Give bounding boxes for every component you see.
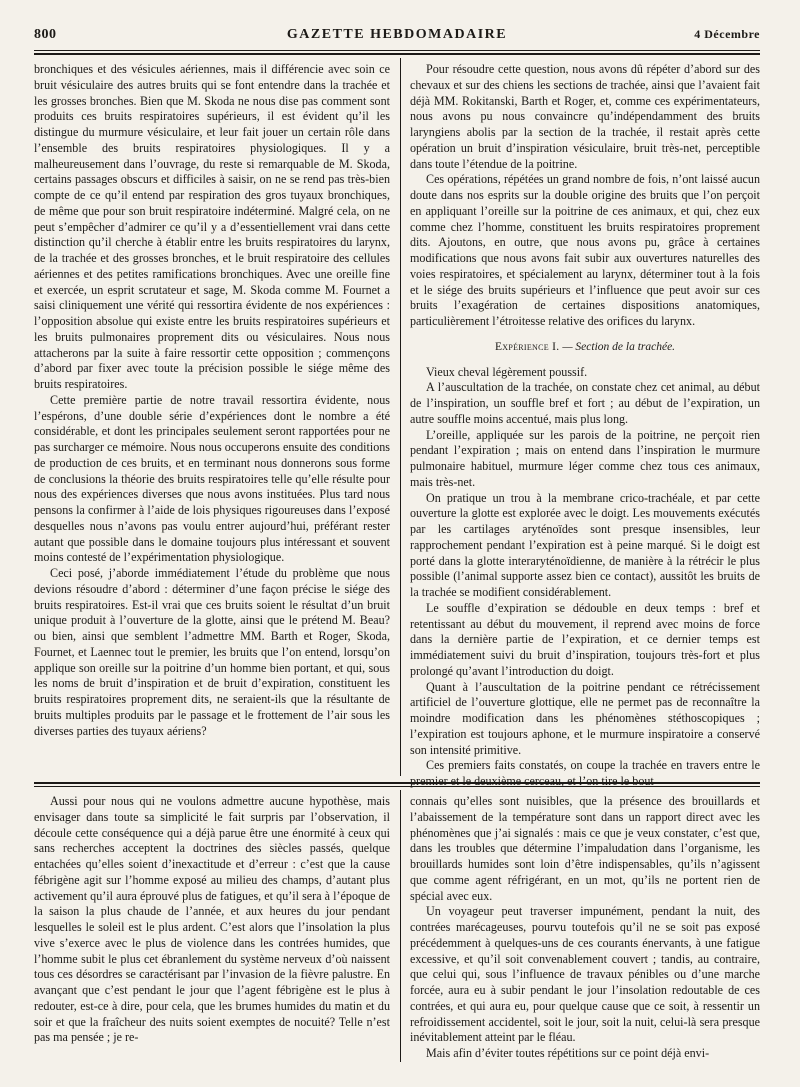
header-rule-thick — [34, 53, 760, 55]
page-number: 800 — [34, 27, 57, 42]
lower-right-column — [410, 794, 760, 1059]
experiment-heading — [410, 340, 760, 356]
paragraph: Ceci posé, j’aborde immédiatement l’étude du problème que nous devions résoudre d’abord : déterminer d’une façon précise le siége des bruits respiratoires. Est-il vrai que ces bruits soient le résultat d’un bruit unique produit à l’ouverture de la glotte, ainsi que le prétend M. Beau? ou bien, ainsi que semblent l’admettre MM. Barth et Roger, Skoda, Fournet, et Laennec tout le premier, les bruits que l’on entend, lorsqu’on applique son oreille sur la poitrine d’un homme bien portant, et qui, sous les noms de bruit d’inspiration et de bruit d’expiration, constituent les bruits respiratoires proprement dits, ne seraient-ils que la résultante de bruits multiples produits par le passage et le frottement de l’air sous les diverses parties des tuyaux aériens? — [34, 566, 390, 738]
paragraph: Vieux cheval légèrement poussif. — [426, 364, 588, 379]
paragraph: bronchiques et des vésicules aériennes, mais il différencie avec soin ce bruit vésiculaire des autres bruits qui se font entendre dans la trachée et les grosses bronches. Bien que M. Skoda ne nous dise pas comment sont produits ces bruits respiratoires supérieurs, il est évident qu’il les distingue du murmure vésiculaire, et leur fait jouer un certain rôle dans l’ensemble des bruits respiratoires physiologiques. Il y a malheureusement dans l’ouvrage, du reste si remarquable de M. Skoda, certains passages obscurs et difficiles à saisir, on ne se rend pas très-bien compte de ce qu’il entend par respiration des gros tuyaux bronchiques, de même que pour son bruit respiratoire indéterminé. Malgré cela, on ne peut s’empêcher d’admirer ce qu’il y a d’essentiellement vrai dans cette distinction qu’il cherche à établir entre les bruits respiratoires du larynx, de la trachée et des grosses bronches, et le bruit respiratoire des cellules aériennes et des petites ramifications bronchiques. Avec une oreille fine et exercée, un esprit scrutateur et sage, M. Skoda comme M. Fournet a saisi cliniquement une vérité qui ressortira évidente de nos expériences : l’opposition absolue qui existe entre les bruits respiratoires supérieurs et les bruits pulmonaires proprement dits ou vésiculaires. Nous nous attacherons par la suite à faire ressortir cette opposition ; commençons d’abord par fixer avec toute la précision possible le siége même des bruits respiratoires. — [34, 62, 390, 391]
paragraph: Aussi pour nous qui ne voulons admettre aucune hypothèse, mais envisager dans toute sa simplicité le fait surpris par l’observation, il découle cette conséquence qui a déjà parue être une énormité à ceux qui sans recherches acceptent la doctrines des siècles passés, quelque entachées qu’elles soient d’inexactitude et d’erreur : c’est que la cause fébrigène agit sur l’homme exposé au milieu des champs, d’autant plus activement qu’il aura éprouvé plus de fatigues, et qu’il sera à l’époque de la saison la plus chaude de l’année, et aux heures du jour pendant lesquelles le soleil est le plus ardent. C’est alors que l’insolation la plus vive s’exerce avec le plus de violence dans les contrées humides, que l’homme subit le plus cet ébranlement du système nerveux d’où naissent tous ces désordres se caractérisant par l’invasion de la fièvre palustre. En avançant que c’est pendant le jour que l’agent fébrigène est le plus à redouter, est-ce à dire, pour cela, que les brumes humides du matin et du soir et que la fraîcheur des nuits soient exemptes de nocuité? Telle n’est pas ma pensée ; je re- — [34, 794, 390, 1045]
paragraph: Cette première partie de notre travail ressortira évidente, nous l’espérons, d’une double série d’expériences dont le nombre a été considérable, et dont les principales seulement seront rapportées pour ne pas surcharger ce mémoire. Nous nous occuperons ensuite des conditions de production de ces bruits, et en terminant nous donnerons sous forme de conclusions la théorie des bruits respiratoires telle qu’elle résulte pour nous des expériences diverses que nous avons instituées. Plus tard nous pensons la confirmer à l’aide de lois physiques rigoureuses dans l’exposé desquelles nous n’avons pas voulu entrer aujourd’hui, préférant rester autant que possible dans le domaine toujours plus intéressant et souvent moins contesté de l’expérimentation physiologique. — [34, 392, 390, 565]
feuilleton-rule-thick — [34, 782, 760, 784]
paragraph: Pour résoudre cette question, nous avons dû répéter d’abord sur des chevaux et sur des chiens les sections de trachée, ainsi que l’avaient fait déjà MM. Rokitanski, Barth et Roger, et, comme ces expérimentateurs, nous avons pu nous convaincre qu’indépendamment des bruits laryngiens abolis par la section de la trachée, il restait après cette opération un bruit d’inspiration vésiculaire, bruit très-net, perceptible dans toute l’étendue de la poitrine. — [410, 62, 760, 171]
journal-title: GAZETTE HEBDOMADAIRE — [286, 27, 508, 42]
upper-left-column — [34, 62, 390, 774]
paragraph: Ces premiers faits constatés, on coupe la trachée en travers entre le premier et le deuxième cerceau, et l’on tire le bout — [410, 758, 760, 788]
paragraph: Ces opérations, répétées un grand nombre de fois, n’ont laissé aucun doute dans nos esprits sur la double origine des bruits que l’on perçoit en appliquant l’oreille sur la poitrine de ces animaux, et qui, chez eux comme chez l’homme, constituent les bruits respiratoires proprement dits. Ajoutons, en outre, que nous avons pu, grâce à certaines modifications que nous avons fait subir aux ouvertures naturelles des voies respiratoires, et spécialement au larynx, déterminer tout à la fois et le siége des bruits supérieurs et l’influence que peut avoir sur ces bruits l’exagération de certaines dispositions anatomiques, particulièrement l’étroitesse relative des orifices du larynx. — [410, 172, 760, 328]
paragraph: L’oreille, appliquée sur les parois de la poitrine, ne perçoit rien pendant l’expiration ; mais on entend dans l’inspiration le murmure pulmonaire habituel, murmure léger comme chez tous ces animaux, mais très-net. — [410, 427, 760, 489]
paragraph: On pratique un trou à la membrane crico-trachéale, et par cette ouverture la glotte est explorée avec le doigt. Les mouvements exécutés par les cartilages aryténoïdes sont presque insensibles, leur rapprochement pendant l’expiration est à peine marqué. Si le doigt est porté dans la glotte interaryténoïdienne, de manière à la rétrécir le plus possible (l’animal supporte assez bien ce contact), aussitôt les bruits de la trachée se modifient considérablement. — [410, 490, 760, 599]
paragraph: Le souffle d’expiration se dédouble en deux temps : bref et retentissant au début du mouvement, il reprend avec moins de force dans la dernière partie de l’expiration, et ce dernier temps est immédiatement suivi du bruit d’inspiration, toujours très-fort et plus prolongé qu’avant l’introduction du doigt. — [410, 600, 760, 678]
header-rule — [34, 50, 760, 51]
paragraph: Un voyageur peut traverser impunément, pendant la nuit, des contrées marécageuses, pourvu toutefois qu’il ne se soit pas exposé précédemment à quelques-uns de ces courants énervants, à une fatigue excessive, et qu’il soit convenablement couvert ; tandis, au contraire, que celui qui, sous l’influence de travaux pénibles ou d’une marche forcée, aura eu à subir pendant le jour l’insolation redoutable de ces contrées, et qui aura eu, pour quelque cause que ce soit, à ressentir un refroidissement accidentel, soit le jour, soit la nuit, celui-là sera presque inévitablement atteint par le fléau. — [410, 904, 760, 1045]
column-divider-upper — [400, 58, 401, 776]
paragraph: A l’auscultation de la trachée, on constate chez cet animal, au début de l’inspiration, un souffle bref et fort ; au début de l’expiration, un autre souffle moins accentué, mais plus long. — [410, 380, 760, 426]
experiment-label: Expérience I. — [494, 340, 560, 353]
column-divider-lower — [400, 790, 401, 1062]
paragraph: Quant à l’auscultation de la poitrine pendant ce rétrécissement artificiel de l’ouverture glottique, elle ne permet pas de reconnaître la moindre modification dans les phénomènes stéthoscopiques ; l’expiration est toujours aphone, et le murmure inspiratoire a conservé son intensité primitive. — [410, 679, 760, 757]
issue-date: 4 Décembre — [694, 27, 760, 41]
experiment-title: — Section de la trachée. — [562, 340, 676, 353]
paragraph: connais qu’elles sont nuisibles, que la présence des brouillards et l’abaissement de la température sont dans un rapport direct avec les phénomènes que j’ai signalés : mais ce que je veux constater, c’est que, dans les troubles que détermine l’impaludation dans l’organisme, les brouillards humides sont loin d’être indispensables, qu’ils n’agissent que comme agent réfrigérant, en un mot, qu’ils ne portent rien de spécial avec eux. — [410, 794, 760, 903]
lower-left-column — [34, 794, 390, 1059]
paragraph: Mais afin d’éviter toutes répétitions sur ce point déjà envi- — [426, 1046, 710, 1060]
feuilleton-rule — [34, 786, 760, 787]
upper-right-column — [410, 62, 760, 788]
page-header — [34, 27, 760, 49]
